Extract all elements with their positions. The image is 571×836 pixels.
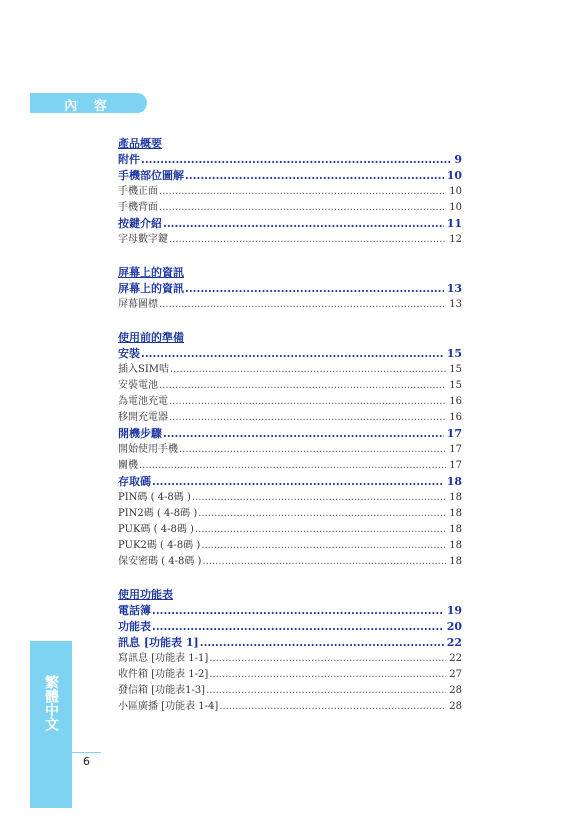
toc-dot-leader xyxy=(163,216,444,232)
toc-entry-page: 13 xyxy=(449,299,462,310)
toc-sub-entry[interactable] xyxy=(118,458,462,474)
toc-entry-label: 關機 xyxy=(118,460,138,471)
section-spacer xyxy=(118,570,462,587)
toc-entry-page: 18 xyxy=(446,475,462,488)
toc-entry-page: 18 xyxy=(449,508,462,519)
toc-major-entry[interactable] xyxy=(118,603,462,619)
toc-sub-entry[interactable] xyxy=(118,184,462,200)
toc-entry-page: 13 xyxy=(446,282,462,295)
toc-dot-leader xyxy=(139,458,446,474)
toc-sub-entry[interactable] xyxy=(118,683,462,699)
toc-dot-leader xyxy=(169,410,446,426)
toc-sub-entry[interactable] xyxy=(118,394,462,410)
toc-entry-label: 移開充電器 xyxy=(118,412,168,423)
section-title[interactable]: 屏幕上的資訊 xyxy=(118,266,184,279)
toc-major-entry[interactable] xyxy=(118,346,462,362)
toc-entry-label: 收件箱 [功能表 1-2] xyxy=(118,669,209,680)
toc-entry-label: 手機背面 xyxy=(118,202,158,213)
toc-entry-label: PUK碼 ( 4-8碼 ) xyxy=(118,524,194,535)
toc-entry-label: 插入SIM咭 xyxy=(118,364,170,375)
toc-dot-leader xyxy=(209,667,446,683)
toc-dot-leader xyxy=(159,200,446,216)
toc-major-entry[interactable] xyxy=(118,216,462,232)
toc-entry-page: 27 xyxy=(449,669,462,680)
toc-dot-leader xyxy=(192,490,446,506)
language-side-tab xyxy=(30,641,72,808)
toc-sub-entry[interactable] xyxy=(118,667,462,683)
toc-sub-entry[interactable] xyxy=(118,651,462,667)
toc-dot-leader xyxy=(152,619,444,635)
toc-entry-label: 屏幕圖標 xyxy=(118,299,158,310)
toc-entry-page: 16 xyxy=(449,396,462,407)
toc-entry-label: PIN碼 ( 4-8碼 ) xyxy=(118,492,191,503)
toc-entry-label: 手機正面 xyxy=(118,186,158,197)
toc-entry-page: 11 xyxy=(446,217,462,230)
toc-dot-leader xyxy=(159,297,446,313)
contents-header-title: 內 容 xyxy=(64,99,113,114)
toc-entry-page: 18 xyxy=(449,492,462,503)
toc-entry-page: 10 xyxy=(449,202,462,213)
toc-entry-label: 存取碼 xyxy=(118,475,151,488)
table-of-contents xyxy=(118,136,462,715)
toc-dot-leader xyxy=(169,394,446,410)
toc-sub-entry[interactable] xyxy=(118,699,462,715)
toc-entry-label: 開始使用手機 xyxy=(118,444,178,455)
toc-dot-leader xyxy=(185,281,444,297)
toc-dot-leader xyxy=(159,184,446,200)
toc-entry-page: 18 xyxy=(449,540,462,551)
toc-entry-label: 訊息 [功能表 1] xyxy=(118,636,199,649)
toc-entry-page: 10 xyxy=(449,186,462,197)
toc-major-entry[interactable] xyxy=(118,281,462,297)
toc-entry-page: 28 xyxy=(449,701,462,712)
toc-sub-entry[interactable] xyxy=(118,200,462,216)
toc-entry-page: 12 xyxy=(449,234,462,245)
section-spacer xyxy=(118,313,462,330)
toc-sub-entry[interactable] xyxy=(118,442,462,458)
toc-entry-label: 為電池充電 xyxy=(118,396,168,407)
toc-entry-label: 按鍵介紹 xyxy=(118,217,162,230)
toc-entry-page: 22 xyxy=(446,636,462,649)
toc-sub-entry[interactable] xyxy=(118,490,462,506)
toc-entry-label: 電話簿 xyxy=(118,604,151,617)
toc-dot-leader xyxy=(141,346,444,362)
toc-entry-page: 20 xyxy=(446,620,462,633)
footer-divider xyxy=(72,752,101,753)
toc-dot-leader xyxy=(195,522,446,538)
toc-major-entry[interactable] xyxy=(118,635,462,651)
toc-dot-leader xyxy=(152,474,444,490)
toc-sub-entry[interactable] xyxy=(118,362,462,378)
toc-entry-page: 17 xyxy=(449,460,462,471)
toc-major-entry[interactable] xyxy=(118,152,462,168)
toc-dot-leader xyxy=(206,683,446,699)
section-spacer xyxy=(118,248,462,265)
toc-entry-label: 安裝電池 xyxy=(118,380,158,391)
section-title[interactable]: 使用功能表 xyxy=(118,588,173,601)
toc-entry-label: 開機步驟 xyxy=(118,427,162,440)
toc-sub-entry[interactable] xyxy=(118,506,462,522)
toc-entry-page: 22 xyxy=(449,653,462,664)
toc-sub-entry[interactable] xyxy=(118,410,462,426)
toc-entry-page: 19 xyxy=(446,604,462,617)
toc-dot-leader xyxy=(219,699,446,715)
toc-dot-leader xyxy=(141,152,451,168)
toc-major-entry[interactable] xyxy=(118,474,462,490)
toc-sub-entry[interactable] xyxy=(118,522,462,538)
toc-entry-label: 寫訊息 [功能表 1-1] xyxy=(118,653,209,664)
toc-entry-label: 字母數字鍵 xyxy=(118,234,168,245)
toc-dot-leader xyxy=(163,426,444,442)
toc-entry-label: 手機部位圖解 xyxy=(118,169,184,182)
toc-sub-entry[interactable] xyxy=(118,378,462,394)
toc-dot-leader xyxy=(198,506,446,522)
toc-entry-page: 15 xyxy=(449,364,462,375)
toc-entry-page: 17 xyxy=(446,427,462,440)
toc-entry-label: 發信箱 [功能表1-3] xyxy=(118,685,206,696)
toc-dot-leader xyxy=(201,538,446,554)
toc-major-entry[interactable] xyxy=(118,619,462,635)
toc-entry-label: 安裝 xyxy=(118,347,140,360)
language-side-label: 繁體中文 xyxy=(43,675,59,731)
toc-entry-label: 保安密碼 ( 4-8碼 ) xyxy=(118,556,202,567)
toc-sub-entry[interactable] xyxy=(118,297,462,313)
toc-dot-leader xyxy=(152,603,444,619)
toc-dot-leader xyxy=(200,635,444,651)
section-title[interactable]: 產品概要 xyxy=(118,137,162,150)
toc-dot-leader xyxy=(159,378,446,394)
toc-entry-page: 10 xyxy=(446,169,462,182)
toc-entry-label: 附件 xyxy=(118,153,140,166)
toc-sub-entry[interactable] xyxy=(118,554,462,570)
toc-entry-label: 屏幕上的資訊 xyxy=(118,282,184,295)
toc-dot-leader xyxy=(209,651,446,667)
page-number: 6 xyxy=(83,755,90,768)
toc-entry-label: PIN2碼 ( 4-8碼 ) xyxy=(118,508,198,519)
toc-entry-page: 16 xyxy=(449,412,462,423)
toc-major-entry[interactable] xyxy=(118,426,462,442)
section-title[interactable]: 使用前的準備 xyxy=(118,331,184,344)
toc-entry-page: 9 xyxy=(454,153,462,166)
toc-entry-page: 15 xyxy=(446,347,462,360)
toc-entry-page: 18 xyxy=(449,556,462,567)
toc-major-entry[interactable] xyxy=(118,168,462,184)
toc-sub-entry[interactable] xyxy=(118,232,462,248)
toc-dot-leader xyxy=(179,442,446,458)
toc-entry-label: PUK2碼 ( 4-8碼 ) xyxy=(118,540,201,551)
toc-entry-page: 28 xyxy=(449,685,462,696)
toc-entry-label: 小區廣播 [功能表 1-4] xyxy=(118,701,219,712)
toc-entry-page: 17 xyxy=(449,444,462,455)
toc-entry-page: 18 xyxy=(449,524,462,535)
toc-entry-page: 15 xyxy=(449,380,462,391)
toc-dot-leader xyxy=(169,232,446,248)
contents-header-tab xyxy=(30,93,147,113)
toc-dot-leader xyxy=(185,168,444,184)
toc-entry-label: 功能表 xyxy=(118,620,151,633)
toc-dot-leader xyxy=(202,554,446,570)
toc-dot-leader xyxy=(170,362,446,378)
toc-sub-entry[interactable] xyxy=(118,538,462,554)
